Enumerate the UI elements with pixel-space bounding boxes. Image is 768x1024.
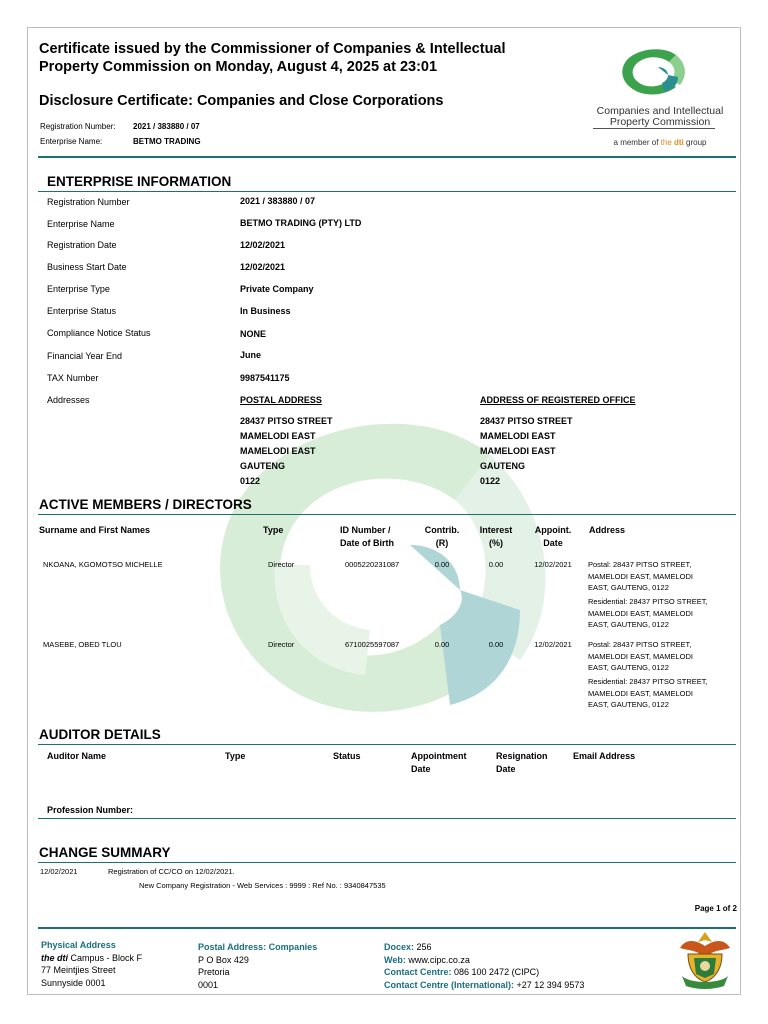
member-1-contrib: 0.00 (434, 560, 450, 569)
tax-number-value: 9987541175 (240, 373, 290, 383)
member-1-residential-address: Residential: 28437 PITSO STREET, MAMELODI EAST, MAMELODI EAST, GAUTENG, 0122 (588, 597, 708, 629)
physical-address-block: Physical Address the dti Campus - Block F 77 Meintjies Street Sunnyside 0001 (41, 940, 143, 988)
member-2-contrib: 0.00 (434, 640, 450, 649)
member-1-date: 12/02/2021 (534, 560, 572, 569)
member-2-type: Director (268, 640, 295, 649)
reg-number-value: 2021 / 383880 / 07 (240, 196, 316, 206)
reg-number-label: Registration Number (47, 197, 130, 207)
auditor-col-type: Type (225, 751, 246, 761)
logo-name-line1: Companies and Intellectual (596, 105, 724, 117)
postal-address-block: Postal Address: Companies P O Box 429 Pretoria 0001 (198, 942, 318, 990)
reg-date-value: 12/02/2021 (240, 240, 286, 250)
auditor-divider (38, 744, 736, 745)
compliance-status-label: Compliance Notice Status (47, 328, 151, 338)
auditor-heading: AUDITOR DETAILS (39, 727, 161, 742)
postal-address-heading: POSTAL ADDRESS (240, 395, 322, 405)
enterprise-name-label: Enterprise Name (47, 219, 115, 229)
contact-block: Docex: 256 Web: www.cipc.co.za Contact Centre: 086 100 2472 (CIPC) Contact Centre (International): +27 12 394 9573 (384, 942, 585, 990)
certificate-subtitle: Disclosure Certificate: Companies and Close Corporations (39, 93, 444, 109)
website-link[interactable]: www.cipc.co.za (405, 954, 470, 965)
enterprise-heading: ENTERPRISE INFORMATION (47, 174, 232, 189)
col-contrib-header: Contrib. (R) (424, 525, 460, 548)
coat-of-arms-icon (672, 928, 738, 990)
change-date: 12/02/2021 (40, 867, 78, 876)
page-number: Page 1 of 2 (694, 904, 737, 913)
compliance-status-value: NONE (240, 329, 267, 339)
start-date-label: Business Start Date (47, 262, 127, 272)
member-2-id: 6710025597087 (345, 640, 400, 649)
auditor-col-name: Auditor Name (47, 751, 107, 761)
logo-divider (593, 128, 715, 129)
header-name-label: Enterprise Name: (40, 137, 103, 146)
cipc-logo-icon (618, 45, 690, 97)
col-type-header: Type (263, 525, 284, 535)
postal-address-lines: 28437 PITSO STREET MAMELODI EAST MAMELODI EAST GAUTENG 0122 (240, 416, 333, 486)
addresses-label: Addresses (47, 395, 90, 405)
member-1-type: Director (268, 560, 295, 569)
members-divider (38, 514, 736, 515)
header-name-value: BETMO TRADING (133, 137, 201, 146)
member-2-date: 12/02/2021 (534, 640, 572, 649)
change-line-2: New Company Registration - Web Services : 9999 : Ref No. : 9340847535 (139, 881, 386, 890)
logo-member-text: a member of the dti group (613, 138, 707, 147)
change-summary-divider (38, 862, 736, 863)
col-appoint-header: Appoint. Date (534, 525, 572, 548)
auditor-col-email: Email Address (573, 751, 636, 761)
enterprise-type-label: Enterprise Type (47, 284, 110, 294)
enterprise-divider (38, 191, 736, 192)
member-2-residential-address: Residential: 28437 PITSO STREET, MAMELODI EAST, MAMELODI EAST, GAUTENG, 0122 (588, 677, 708, 709)
financial-year-label: Financial Year End (47, 351, 123, 361)
header-reg-label: Registration Number: (40, 122, 116, 131)
enterprise-type-value: Private Company (240, 284, 314, 294)
member-2-name: MASEBE, OBED TLOU (43, 640, 122, 649)
auditor-col-resignation: Resignation Date (496, 751, 548, 774)
col-address-header: Address (589, 525, 626, 535)
member-1-name: NKOANA, KGOMOTSO MICHELLE (43, 560, 163, 569)
member-1-id: 0005220231087 (345, 560, 400, 569)
col-interest-header: Interest (%) (479, 525, 513, 548)
profession-number-label: Profession Number: (47, 805, 134, 815)
registered-address-heading: ADDRESS OF REGISTERED OFFICE (480, 395, 636, 405)
member-1-postal-address: Postal: 28437 PITSO STREET, MAMELODI EAST, MAMELODI EAST, GAUTENG, 0122 (588, 560, 694, 592)
start-date-value: 12/02/2021 (240, 262, 286, 272)
members-heading: ACTIVE MEMBERS / DIRECTORS (39, 497, 252, 512)
auditor-col-status: Status (333, 751, 361, 761)
registered-address-lines: 28437 PITSO STREET MAMELODI EAST MAMELODI EAST GAUTENG 0122 (480, 416, 573, 486)
auditor-col-appointment: Appointment Date (411, 751, 467, 774)
profession-divider (38, 818, 736, 819)
member-1-interest: 0.00 (488, 560, 504, 569)
enterprise-status-value: In Business (240, 306, 291, 316)
col-id-header: ID Number / Date of Birth (340, 525, 394, 548)
change-line-1: Registration of CC/CO on 12/02/2021. (108, 867, 235, 876)
enterprise-status-label: Enterprise Status (47, 306, 117, 316)
header-divider (38, 156, 736, 158)
change-summary-heading: CHANGE SUMMARY (39, 845, 171, 860)
certificate-title: Certificate issued by the Commissioner of Companies & Intellectual Property Commission on Monday, August 4, 2025 at 23:01 (39, 41, 506, 75)
member-2-interest: 0.00 (488, 640, 504, 649)
header-reg-value: 2021 / 383880 / 07 (133, 122, 200, 131)
enterprise-name-value: BETMO TRADING (PTY) LTD (240, 218, 362, 228)
reg-date-label: Registration Date (47, 240, 117, 250)
logo-name-line2: Property Commission (609, 116, 711, 128)
member-2-postal-address: Postal: 28437 PITSO STREET, MAMELODI EAST, MAMELODI EAST, GAUTENG, 0122 (588, 640, 694, 672)
footer-divider (38, 927, 736, 929)
financial-year-value: June (240, 350, 262, 360)
col-name-header: Surname and First Names (39, 525, 151, 535)
tax-number-label: TAX Number (47, 373, 99, 383)
